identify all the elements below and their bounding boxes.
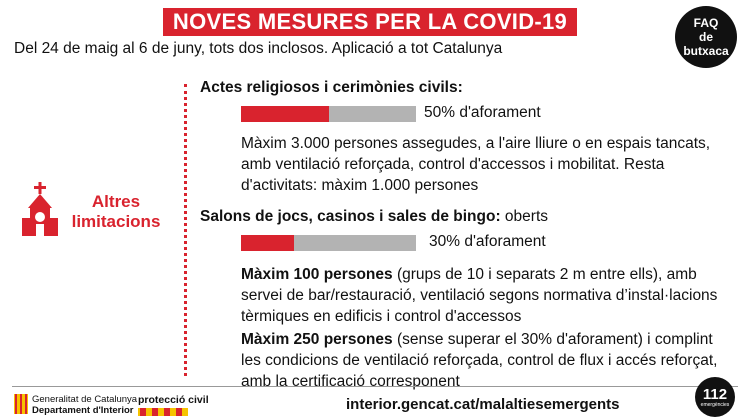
department-name: Departament d'Interior [32,405,134,416]
faq-badge [675,6,737,68]
capacity-bar [241,235,416,251]
capacity-bar-fill [241,106,329,122]
paragraph-bold: Màxim 100 persones [241,266,393,283]
website-link[interactable]: interior.gencat.cat/malaltiesemergents [346,396,620,413]
faq-badge-line: butxaca [683,44,729,58]
church-icon [22,182,58,243]
gencat-logo [14,394,137,416]
flag-stripes-icon [138,408,209,416]
section-heading [200,208,548,226]
capacity-label: 50% d'aforament [424,104,541,121]
faq-badge-line: FAQ [693,16,719,30]
category-label-line: limitacions [71,212,161,231]
capacity-bar [241,106,416,122]
paragraph-text: (grups de 10 i separats 2 m entre ells), amb servei de bar/restauració, ventilació segons normativa d’instal·lacions tèrmiques en edificis i control d'accessos [241,266,718,325]
section-heading-suffix: oberts [500,208,549,225]
page-title: NOVES MESURES PER LA COVID-19 [163,8,577,36]
section-heading-text: Actes religiosos i cerimònies civils: [200,79,463,96]
category-label-line: Altres [91,192,141,211]
emergency-112-badge [695,377,735,417]
section-heading-text: Salons de jocs, casinos i sales de bingo: [200,208,501,225]
paragraph-bold: Màxim 250 persones [241,331,393,348]
capacity-bar-fill [241,235,294,251]
emergency-sub: emergències [700,401,730,408]
footer-divider [12,386,738,387]
section-heading [200,79,463,97]
dotted-divider [184,84,187,376]
paragraph-text: Màxim 3.000 persones assegudes, a l'aire lliure o en espais tancats, amb ventilació reforçada, control d'accessos i mobilitat. Resta d'activitats: màxim 1.000 persones [241,135,711,194]
emergency-number: 112 [702,385,728,403]
proteccio-civil-logo [138,394,209,416]
senyera-icon [14,394,28,414]
category-label [66,192,166,232]
section-paragraph [241,329,721,392]
section-paragraph [241,264,721,327]
paragraph-text: (sense superar el 30% d'aforament) i complint les condicions de ventilació reforçada, control de flux i accés reforçat, amb la certificació corresponent [241,331,718,390]
subtitle: Del 24 de maig al 6 de juny, tots dos inclosos. Aplicació a tot Catalunya [14,40,503,57]
capacity-label: 30% d'aforament [429,233,546,250]
section-paragraph [241,133,721,196]
faq-badge-line: de [698,30,713,44]
gencat-name: Generalitat de Catalunya [32,394,138,405]
proteccio-civil-text: protecció civil [138,394,209,406]
